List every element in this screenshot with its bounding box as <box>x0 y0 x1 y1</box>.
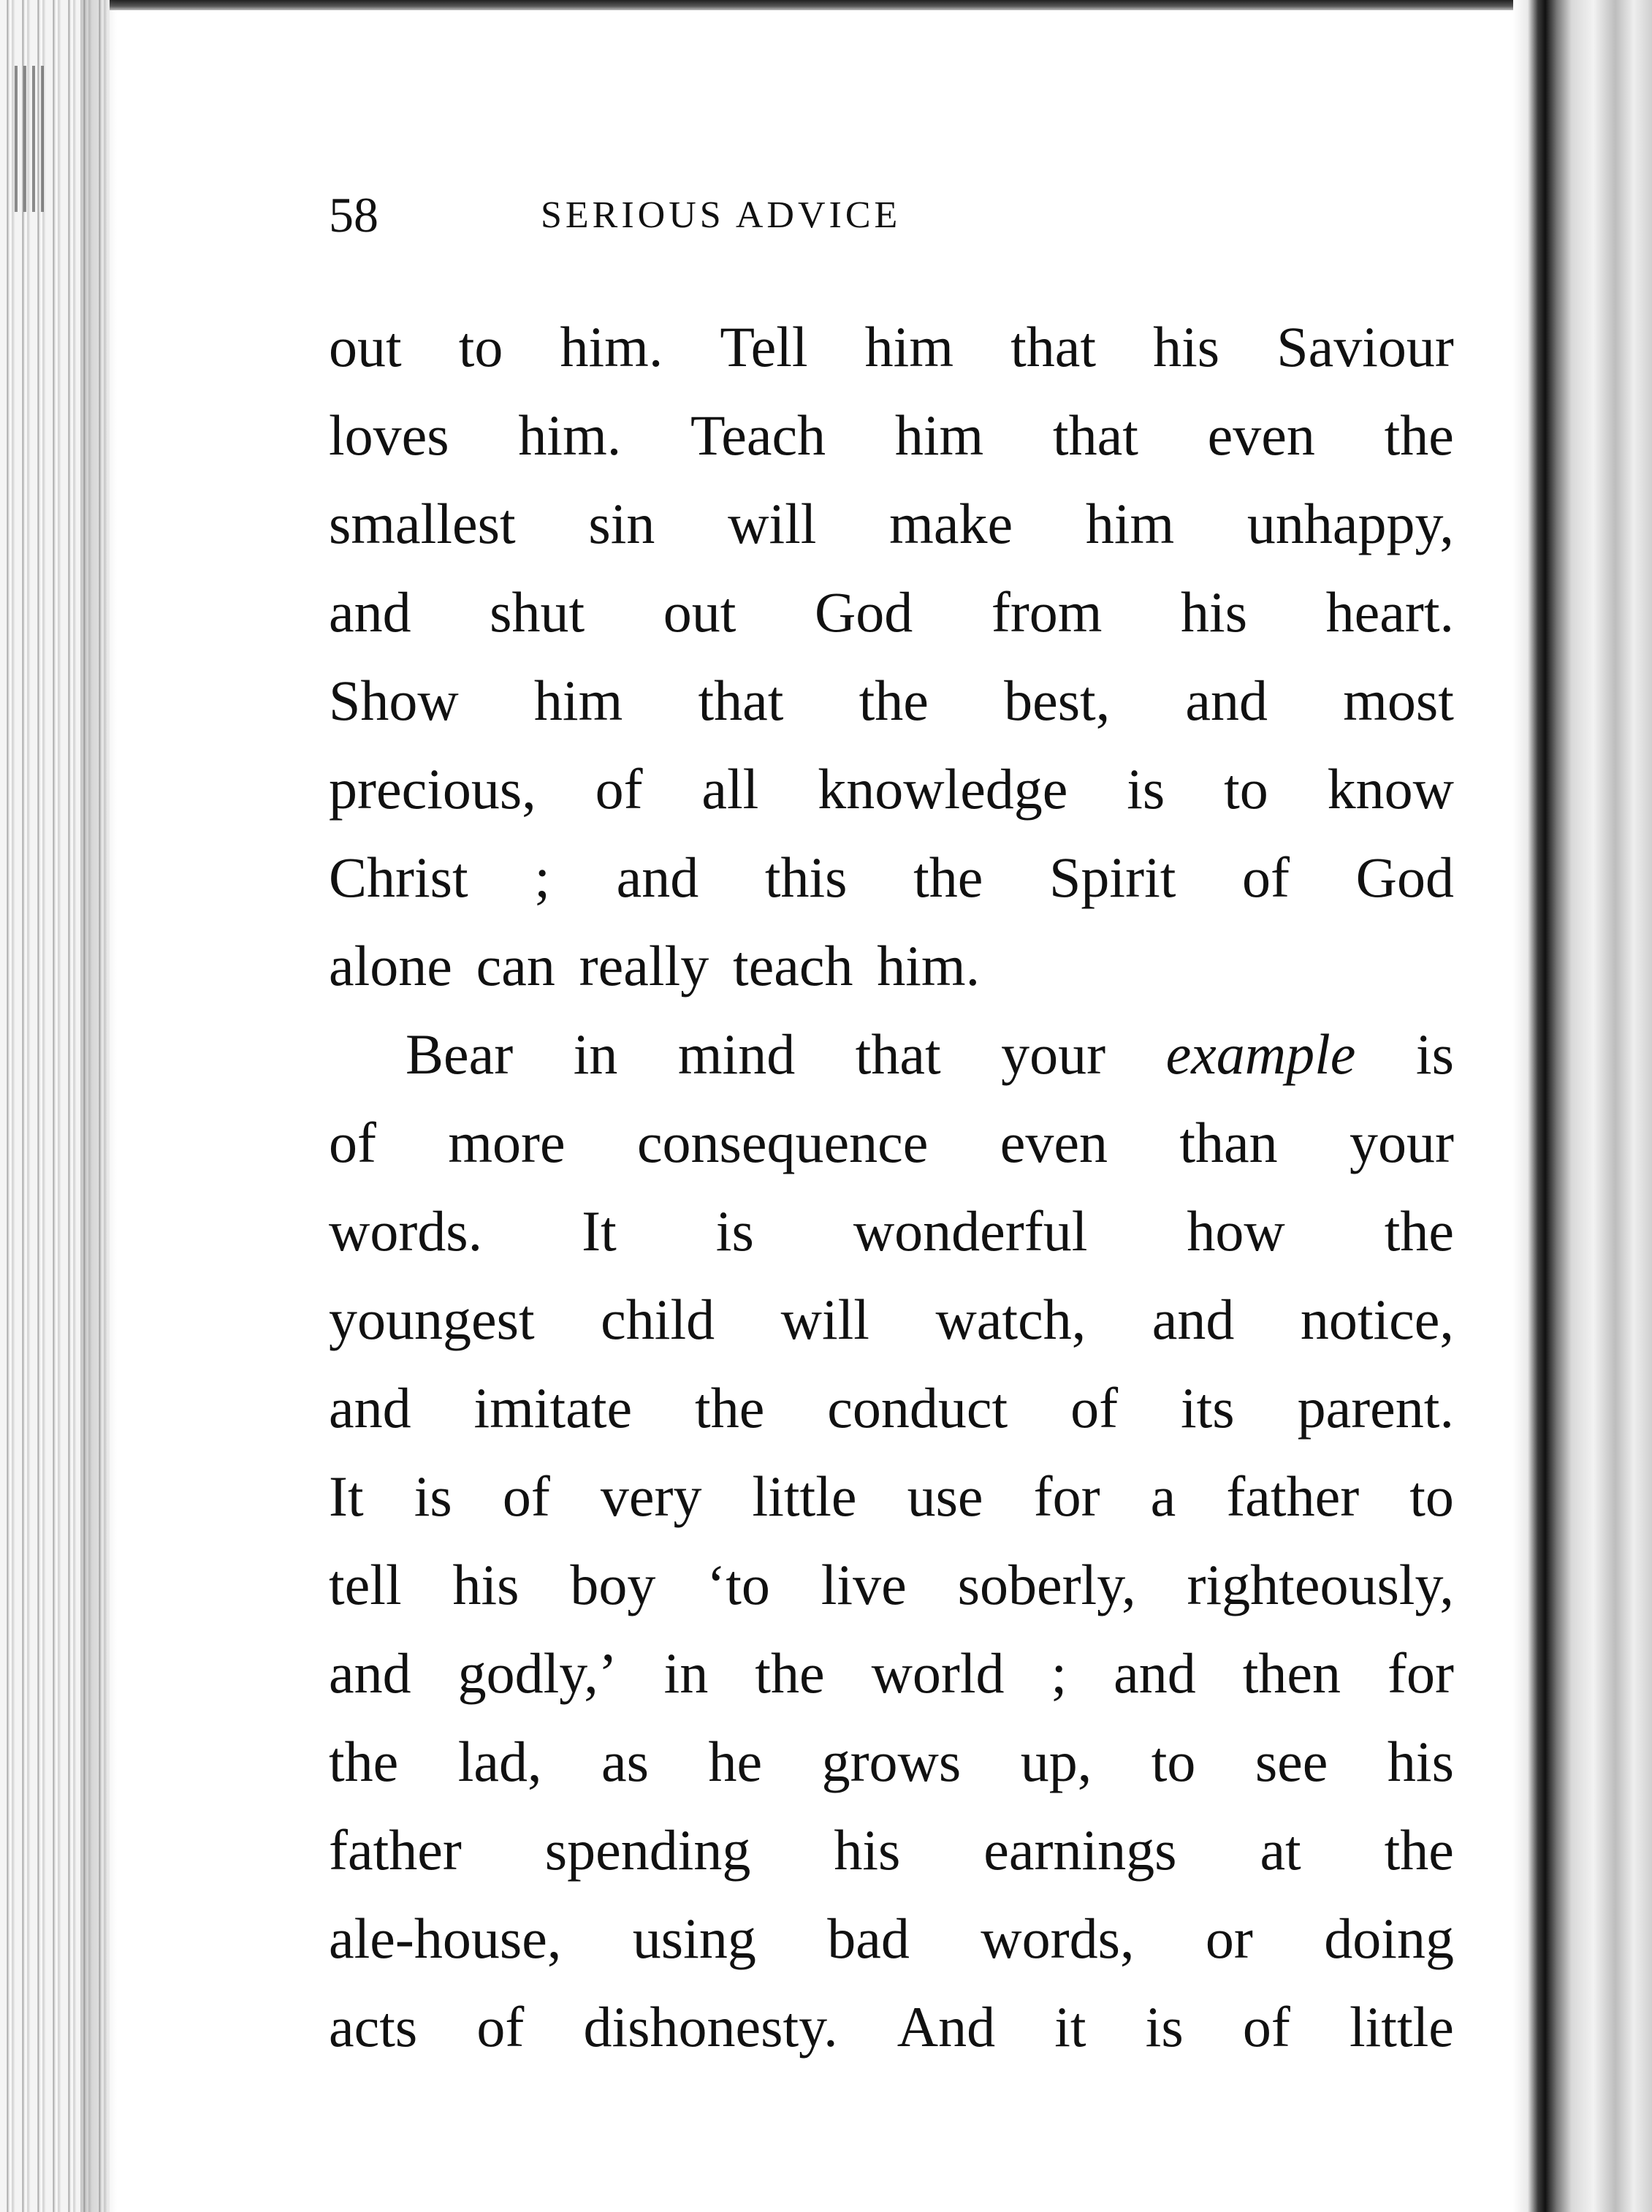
word: child <box>601 1288 715 1351</box>
word: then <box>1242 1641 1341 1705</box>
word: in <box>663 1641 709 1705</box>
word: at <box>1260 1818 1301 1882</box>
word: the <box>329 1730 399 1793</box>
text-line <box>329 1452 1454 1540</box>
word: up, <box>1020 1730 1092 1793</box>
edge-marks <box>15 66 44 212</box>
word: is <box>715 1199 754 1263</box>
word: words, <box>981 1907 1135 1970</box>
word: watch, <box>935 1288 1086 1351</box>
word: lad, <box>457 1730 542 1793</box>
word: precious, <box>329 757 536 821</box>
text-line <box>329 745 1454 833</box>
word: that <box>855 1022 941 1086</box>
word: it <box>1054 1995 1086 2059</box>
word: and <box>329 1641 411 1705</box>
word: wonderful <box>853 1199 1088 1263</box>
word: heart. <box>1325 580 1454 644</box>
word: and <box>1114 1641 1196 1705</box>
word: of <box>502 1464 550 1528</box>
text-line <box>329 1717 1454 1806</box>
word: him. <box>560 315 663 379</box>
word: Saviour <box>1276 315 1454 379</box>
word: parent. <box>1297 1376 1454 1440</box>
word: consequence <box>636 1111 929 1174</box>
word: a <box>1150 1464 1176 1528</box>
word: that <box>1010 315 1097 379</box>
word: to <box>458 315 503 379</box>
word: that <box>1052 403 1138 467</box>
word: will <box>780 1288 869 1351</box>
word: It <box>582 1199 617 1263</box>
word: father <box>1226 1464 1360 1528</box>
word: than <box>1179 1111 1278 1174</box>
word: the <box>1384 1818 1454 1882</box>
word: sin <box>588 492 655 555</box>
word: words. <box>329 1199 483 1263</box>
word: the <box>695 1376 765 1440</box>
word: world <box>871 1641 1005 1705</box>
word: smallest <box>329 492 516 555</box>
word: as <box>601 1730 650 1793</box>
word: the <box>755 1641 825 1705</box>
word: notice, <box>1300 1288 1454 1351</box>
word: his <box>1153 315 1220 379</box>
word: mind <box>677 1022 796 1086</box>
word: in <box>573 1022 618 1086</box>
word: more <box>448 1111 566 1174</box>
text-line <box>329 656 1454 745</box>
word: from <box>991 580 1103 644</box>
word: will <box>728 492 817 555</box>
word: righteously, <box>1187 1553 1454 1616</box>
word: him. <box>518 403 622 467</box>
text-line <box>329 921 1454 1010</box>
word: alone <box>329 934 452 997</box>
word: the <box>1384 403 1454 467</box>
word: the <box>1384 1199 1454 1263</box>
text-line <box>329 391 1454 479</box>
word: most <box>1343 669 1454 732</box>
word: how <box>1187 1199 1285 1263</box>
word: and <box>1152 1288 1235 1351</box>
word: ; <box>534 845 550 909</box>
text-line <box>329 1275 1454 1364</box>
word: using <box>632 1907 756 1970</box>
word: Spirit <box>1049 845 1176 909</box>
word: Teach <box>690 403 826 467</box>
running-title: SERIOUS ADVICE <box>541 194 902 236</box>
word: little <box>752 1464 857 1528</box>
word: of <box>595 757 643 821</box>
word: to <box>1224 757 1268 821</box>
word: of <box>1242 845 1290 909</box>
word: ‘to <box>707 1553 770 1616</box>
word: and <box>329 1376 411 1440</box>
word: boy <box>570 1553 656 1616</box>
word: very <box>600 1464 702 1528</box>
word: of <box>476 1995 525 2059</box>
word: youngest <box>329 1288 535 1351</box>
word: grows <box>821 1730 962 1793</box>
word: is <box>414 1464 452 1528</box>
word: father <box>329 1818 462 1882</box>
word: for <box>1033 1464 1100 1528</box>
book-page <box>117 10 1512 2212</box>
word: of <box>1242 1995 1290 2059</box>
word: conduct <box>827 1376 1008 1440</box>
word: knowledge <box>818 757 1068 821</box>
word: God <box>1355 845 1454 909</box>
text-line <box>329 568 1454 656</box>
word: It <box>329 1464 364 1528</box>
word: to <box>1151 1730 1196 1793</box>
page-gutter-shadow <box>80 0 117 2212</box>
word: for <box>1388 1641 1454 1705</box>
scan-top-edge <box>0 0 1652 10</box>
text-line <box>329 833 1454 921</box>
word: is <box>1127 757 1165 821</box>
word: unhappy, <box>1246 492 1454 555</box>
word: his <box>834 1818 901 1882</box>
word: out <box>329 315 402 379</box>
word: and <box>329 580 411 644</box>
word: best, <box>1004 669 1111 732</box>
word: God <box>814 580 913 644</box>
word: even <box>1000 1111 1108 1174</box>
word: see <box>1255 1730 1328 1793</box>
word: Bear <box>406 1022 514 1086</box>
word: or <box>1205 1907 1253 1970</box>
word: his <box>1181 580 1248 644</box>
text-line <box>329 1894 1454 1983</box>
word: loves <box>329 403 449 467</box>
word: that <box>698 669 784 732</box>
text-line <box>329 1187 1454 1275</box>
word: live <box>821 1553 907 1616</box>
running-head <box>329 178 1235 251</box>
word: tell <box>329 1553 402 1616</box>
word: his <box>452 1553 519 1616</box>
word: really <box>579 934 709 997</box>
text-line <box>329 1629 1454 1717</box>
page-number: 58 <box>329 187 378 243</box>
word: imitate <box>473 1376 633 1440</box>
word: the <box>859 669 929 732</box>
text-line <box>329 303 1454 391</box>
word: earnings <box>983 1818 1177 1882</box>
word: him <box>533 669 623 732</box>
word: doing <box>1324 1907 1454 1970</box>
word: use <box>907 1464 983 1528</box>
word: little <box>1349 1995 1454 2059</box>
word: And <box>897 1995 996 2059</box>
word: out <box>663 580 736 644</box>
word: him <box>894 403 984 467</box>
word: him. <box>877 934 981 997</box>
book-binding-edge <box>1513 0 1652 2212</box>
word: of <box>1070 1376 1119 1440</box>
word: Christ <box>329 845 468 909</box>
body-text <box>329 303 1454 2071</box>
text-line <box>329 1983 1454 2071</box>
word: acts <box>329 1995 418 2059</box>
word: dishonesty. <box>583 1995 838 2059</box>
word: him <box>1085 492 1175 555</box>
text-line <box>329 1806 1454 1894</box>
word: its <box>1180 1376 1235 1440</box>
word: godly,’ <box>457 1641 617 1705</box>
word: spending <box>544 1818 751 1882</box>
word: all <box>701 757 759 821</box>
word: ; <box>1051 1641 1067 1705</box>
word: teach <box>732 934 853 997</box>
word: is <box>1145 1995 1184 2059</box>
word: the <box>913 845 983 909</box>
word: his <box>1387 1730 1454 1793</box>
text-line <box>329 1010 1454 1098</box>
text-line <box>329 1540 1454 1629</box>
word: even <box>1207 403 1315 467</box>
word: he <box>708 1730 763 1793</box>
word: your <box>1349 1111 1454 1174</box>
word: your <box>1001 1022 1106 1086</box>
emphasized-word: example <box>1165 1022 1356 1086</box>
word: of <box>329 1111 376 1174</box>
word: and <box>616 845 699 909</box>
word: shut <box>490 580 585 644</box>
word: make <box>889 492 1013 555</box>
word: soberly, <box>957 1553 1136 1616</box>
word: this <box>764 845 848 909</box>
word: ale-house, <box>329 1907 562 1970</box>
text-line <box>329 1364 1454 1452</box>
word: bad <box>827 1907 910 1970</box>
word: Show <box>329 669 459 732</box>
text-line <box>329 1098 1454 1187</box>
text-line <box>329 479 1454 568</box>
word: is <box>1415 1022 1454 1086</box>
word: know <box>1327 757 1454 821</box>
word: him <box>864 315 954 379</box>
word: Tell <box>720 315 808 379</box>
word: to <box>1409 1464 1454 1528</box>
word: and <box>1185 669 1268 732</box>
word: can <box>476 934 555 997</box>
